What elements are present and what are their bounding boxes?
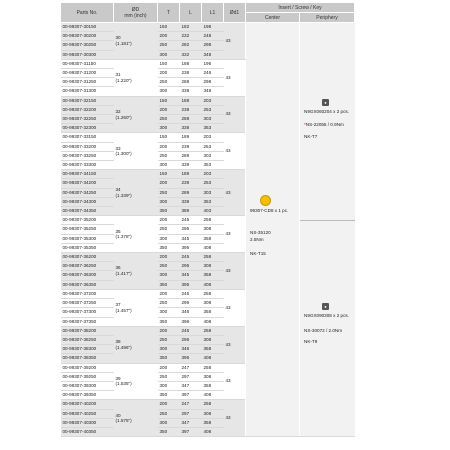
l-value: 289	[180, 188, 202, 197]
l1-value: 258	[202, 216, 224, 225]
center-insert-cell	[246, 23, 300, 437]
t-value: 350	[158, 243, 180, 252]
od-inch: (1.417")	[115, 270, 132, 276]
l-value: 396	[180, 354, 202, 363]
t-value: 350	[158, 317, 180, 326]
od-mm: 31	[115, 72, 121, 78]
part-number: 00-99307-39200	[61, 363, 114, 372]
d1-cell: 43	[224, 400, 246, 437]
l1-value: 353	[202, 124, 224, 133]
header-l: L	[180, 3, 202, 23]
l-value: 188	[180, 96, 202, 105]
insert-icon	[260, 195, 271, 208]
t-value: 250	[158, 188, 180, 197]
part-number: 00-99307-35350	[61, 243, 114, 252]
l-value: 239	[180, 142, 202, 151]
l1-value: 303	[202, 188, 224, 197]
d1-cell: 43	[224, 253, 246, 290]
od-inch: (1.575")	[115, 418, 132, 424]
l-value: 295	[180, 262, 202, 271]
od-inch: (1.339")	[115, 192, 132, 198]
l1-value: 258	[202, 326, 224, 335]
t-value: 300	[158, 381, 180, 390]
t-value: 300	[158, 197, 180, 206]
center-torque: 2.5Nm	[250, 237, 264, 242]
header-insert-group: Insert / Screw / Key	[246, 3, 355, 13]
l1-value: 348	[202, 50, 224, 59]
part-number: 00-99307-34350	[61, 207, 114, 216]
od-mm: 35	[115, 228, 121, 234]
center-insert: 99307-CD8 x 1 pc.	[250, 208, 289, 213]
l1-value: 198	[202, 23, 224, 32]
part-number: 00-99307-33250	[61, 151, 114, 160]
t-value: 200	[158, 216, 180, 225]
part-number: 00-99307-31250	[61, 78, 114, 87]
part-number: 00-99307-40200	[61, 400, 114, 409]
part-number: 00-99307-39250	[61, 372, 114, 381]
t-value: 250	[158, 299, 180, 308]
l-value: 397	[180, 391, 202, 400]
l-value: 182	[180, 23, 202, 32]
l-value: 397	[180, 427, 202, 436]
part-number: 00-99307-31300	[61, 87, 114, 96]
part-number: 00-99307-38350	[61, 354, 114, 363]
part-number: 00-99307-35200	[61, 216, 114, 225]
periphery-a-key: NK-T7	[304, 134, 318, 139]
periphery-b-insert: N9GX090308 x 2 pcs.	[304, 313, 349, 318]
od-cell	[114, 326, 158, 363]
periphery-a-insert: N9GX060204 x 2 pcs.	[304, 109, 349, 114]
part-number: 00-99307-37300	[61, 308, 114, 317]
d1-cell: 43	[224, 96, 246, 133]
l1-value: 358	[202, 345, 224, 354]
l-value: 347	[180, 418, 202, 427]
header-t: T	[158, 3, 180, 23]
od-cell	[114, 23, 158, 60]
periphery-b-key: NK-T9	[304, 339, 318, 344]
od-mm: 39	[115, 375, 121, 381]
l-value: 245	[180, 216, 202, 225]
l1-value: 403	[202, 207, 224, 216]
l-value: 345	[180, 271, 202, 280]
t-value: 150	[158, 133, 180, 142]
l-value: 289	[180, 151, 202, 160]
l1-value: 298	[202, 78, 224, 87]
t-value: 300	[158, 308, 180, 317]
l1-value: 408	[202, 354, 224, 363]
periphery-cell	[300, 23, 355, 437]
insert-icon: ●	[322, 303, 329, 310]
l-value: 288	[180, 115, 202, 124]
l1-value: 408	[202, 317, 224, 326]
od-mm: 34	[115, 187, 121, 193]
l-value: 189	[180, 170, 202, 179]
l1-value: 258	[202, 289, 224, 298]
d1-cell: 43	[224, 326, 246, 363]
part-number: 00-99307-32250	[61, 115, 114, 124]
l-value: 189	[180, 133, 202, 142]
t-value: 150	[158, 96, 180, 105]
parts-table	[60, 2, 355, 437]
header-periphery: Periphery	[300, 13, 355, 23]
d1-cell: 43	[224, 170, 246, 216]
part-number: 00-99307-30300	[61, 50, 114, 59]
part-number: 00-99307-37250	[61, 299, 114, 308]
od-inch: (1.457")	[115, 307, 132, 313]
l-value: 296	[180, 335, 202, 344]
l-value: 288	[180, 78, 202, 87]
part-number: 00-99307-39300	[61, 381, 114, 390]
od-mm: 36	[115, 265, 121, 271]
od-inch: (1.300")	[115, 151, 132, 157]
l1-value: 248	[202, 32, 224, 41]
l-value: 295	[180, 225, 202, 234]
l-value: 345	[180, 234, 202, 243]
periphery-a-screw: *NS-22055 / 0.9Nm	[304, 122, 344, 127]
t-value: 250	[158, 78, 180, 87]
t-value: 250	[158, 335, 180, 344]
l-value: 338	[180, 87, 202, 96]
l1-value: 258	[202, 253, 224, 262]
t-value: 150	[158, 23, 180, 32]
l-value: 332	[180, 50, 202, 59]
od-cell	[114, 253, 158, 290]
od-mm: 30	[115, 35, 121, 41]
l-value: 282	[180, 41, 202, 50]
l1-value: 408	[202, 243, 224, 252]
t-value: 300	[158, 161, 180, 170]
t-value: 300	[158, 234, 180, 243]
d1-cell: 43	[224, 216, 246, 253]
t-value: 200	[158, 363, 180, 372]
part-number: 00-99307-36350	[61, 280, 114, 289]
part-number: 00-99307-36200	[61, 253, 114, 262]
l-value: 347	[180, 381, 202, 390]
od-inch: (1.260")	[115, 114, 132, 120]
part-number: 00-99307-35250	[61, 225, 114, 234]
l-value: 297	[180, 372, 202, 381]
od-cell	[114, 289, 158, 326]
l1-value: 253	[202, 179, 224, 188]
l1-value: 203	[202, 170, 224, 179]
t-value: 350	[158, 207, 180, 216]
l-value: 346	[180, 345, 202, 354]
t-value: 250	[158, 225, 180, 234]
part-number: 00-99307-39350	[61, 391, 114, 400]
part-number: 00-99307-32300	[61, 124, 114, 133]
od-cell	[114, 170, 158, 216]
table-row	[61, 23, 355, 32]
l1-value: 308	[202, 335, 224, 344]
divider	[300, 220, 355, 221]
l1-value: 258	[202, 363, 224, 372]
l1-value: 246	[202, 69, 224, 78]
part-number: 00-99307-34200	[61, 179, 114, 188]
t-value: 200	[158, 32, 180, 41]
t-value: 200	[158, 142, 180, 151]
od-cell	[114, 216, 158, 253]
od-cell	[114, 59, 158, 96]
l1-value: 203	[202, 133, 224, 142]
header-l1: L1	[202, 3, 224, 23]
l1-value: 353	[202, 161, 224, 170]
l-value: 339	[180, 161, 202, 170]
od-mm: 38	[115, 339, 121, 345]
part-number: 00-99307-40350	[61, 427, 114, 436]
center-screw: NS-35120	[250, 230, 271, 235]
l-value: 239	[180, 179, 202, 188]
insert-icon: ●	[322, 99, 329, 106]
l-value: 246	[180, 289, 202, 298]
part-number: 00-99307-33150	[61, 133, 114, 142]
t-value: 250	[158, 115, 180, 124]
l1-value: 408	[202, 391, 224, 400]
l1-value: 408	[202, 427, 224, 436]
l-value: 296	[180, 299, 202, 308]
part-number: 00-99307-36300	[61, 271, 114, 280]
t-value: 300	[158, 87, 180, 96]
part-number: 00-99307-40300	[61, 418, 114, 427]
part-number: 00-99307-30200	[61, 32, 114, 41]
l1-value: 358	[202, 418, 224, 427]
l-value: 247	[180, 400, 202, 409]
part-number: 00-99307-33300	[61, 161, 114, 170]
od-mm: 37	[115, 302, 121, 308]
l1-value: 358	[202, 234, 224, 243]
l-value: 338	[180, 124, 202, 133]
header-od: ØD mm (inch)	[114, 3, 158, 23]
d1-cell: 43	[224, 59, 246, 96]
part-number: 00-99307-30150	[61, 23, 114, 32]
part-number: 00-99307-33200	[61, 142, 114, 151]
od-inch: (1.378")	[115, 234, 132, 240]
part-number: 00-99307-34150	[61, 170, 114, 179]
l1-value: 358	[202, 271, 224, 280]
l-value: 238	[180, 105, 202, 114]
t-value: 350	[158, 427, 180, 436]
l-value: 238	[180, 69, 202, 78]
t-value: 250	[158, 372, 180, 381]
l-value: 395	[180, 243, 202, 252]
header-od1: Ød1	[224, 3, 246, 23]
od-mm: 40	[115, 412, 121, 418]
l1-value: 408	[202, 280, 224, 289]
l-value: 395	[180, 280, 202, 289]
part-number: 00-99307-32200	[61, 105, 114, 114]
d1-cell: 43	[224, 23, 246, 60]
t-value: 200	[158, 253, 180, 262]
od-inch: (1.496")	[115, 344, 132, 350]
d1-cell: 43	[224, 289, 246, 326]
header-parts-no: Parts No.	[61, 3, 114, 23]
periphery-b-screw: NS-30072 / 2.0Nm	[304, 328, 343, 333]
t-value: 250	[158, 262, 180, 271]
t-value: 300	[158, 50, 180, 59]
t-value: 200	[158, 289, 180, 298]
periphery-a-screw-text: NS-22055 / 0.9Nm	[305, 122, 344, 127]
l1-value: 203	[202, 96, 224, 105]
t-value: 150	[158, 59, 180, 68]
t-value: 350	[158, 354, 180, 363]
l-value: 246	[180, 326, 202, 335]
l1-value: 308	[202, 409, 224, 418]
t-value: 200	[158, 326, 180, 335]
t-value: 250	[158, 41, 180, 50]
l-value: 232	[180, 32, 202, 41]
part-number: 00-99307-30250	[61, 41, 114, 50]
od-cell	[114, 400, 158, 437]
t-value: 200	[158, 179, 180, 188]
l1-value: 353	[202, 197, 224, 206]
l1-value: 253	[202, 142, 224, 151]
l1-value: 196	[202, 59, 224, 68]
t-value: 200	[158, 105, 180, 114]
part-number: 00-99307-38200	[61, 326, 114, 335]
l1-value: 298	[202, 41, 224, 50]
l1-value: 308	[202, 299, 224, 308]
od-inch: (1.181")	[115, 40, 132, 46]
l1-value: 358	[202, 381, 224, 390]
t-value: 300	[158, 345, 180, 354]
part-number: 00-99307-37350	[61, 317, 114, 326]
t-value: 150	[158, 170, 180, 179]
part-number: 00-99307-34300	[61, 197, 114, 206]
t-value: 250	[158, 151, 180, 160]
l1-value: 303	[202, 115, 224, 124]
center-key: NK-T15	[250, 251, 266, 256]
od-inch: (1.220")	[115, 77, 132, 83]
od-cell	[114, 363, 158, 400]
l-value: 188	[180, 59, 202, 68]
d1-cell: 43	[224, 133, 246, 170]
t-value: 350	[158, 280, 180, 289]
t-value: 300	[158, 124, 180, 133]
l1-value: 308	[202, 225, 224, 234]
l-value: 346	[180, 308, 202, 317]
l-value: 396	[180, 317, 202, 326]
l1-value: 258	[202, 400, 224, 409]
od-cell	[114, 133, 158, 170]
part-number: 00-99307-38300	[61, 345, 114, 354]
t-value: 200	[158, 69, 180, 78]
part-number: 00-99307-32150	[61, 96, 114, 105]
t-value: 300	[158, 418, 180, 427]
part-number: 00-99307-37200	[61, 289, 114, 298]
part-number: 00-99307-36250	[61, 262, 114, 271]
l-value: 245	[180, 253, 202, 262]
part-number: 00-99307-34250	[61, 188, 114, 197]
part-number: 00-99307-35300	[61, 234, 114, 243]
l-value: 247	[180, 363, 202, 372]
d1-cell: 43	[224, 363, 246, 400]
l1-value: 253	[202, 105, 224, 114]
l1-value: 308	[202, 372, 224, 381]
header-center: Center	[246, 13, 300, 23]
part-number: 00-99307-40250	[61, 409, 114, 418]
t-value: 350	[158, 391, 180, 400]
l1-value: 358	[202, 308, 224, 317]
l-value: 389	[180, 207, 202, 216]
od-cell	[114, 96, 158, 133]
t-value: 300	[158, 271, 180, 280]
t-value: 250	[158, 409, 180, 418]
l1-value: 303	[202, 151, 224, 160]
t-value: 200	[158, 400, 180, 409]
l-value: 297	[180, 409, 202, 418]
od-mm: 33	[115, 145, 121, 151]
part-number: 00-99307-31200	[61, 69, 114, 78]
l1-value: 348	[202, 87, 224, 96]
l1-value: 308	[202, 262, 224, 271]
part-number: 00-99307-38250	[61, 335, 114, 344]
od-mm: 32	[115, 108, 121, 114]
part-number: 00-99307-31150	[61, 59, 114, 68]
od-inch: (1.535")	[115, 381, 132, 387]
l-value: 339	[180, 197, 202, 206]
